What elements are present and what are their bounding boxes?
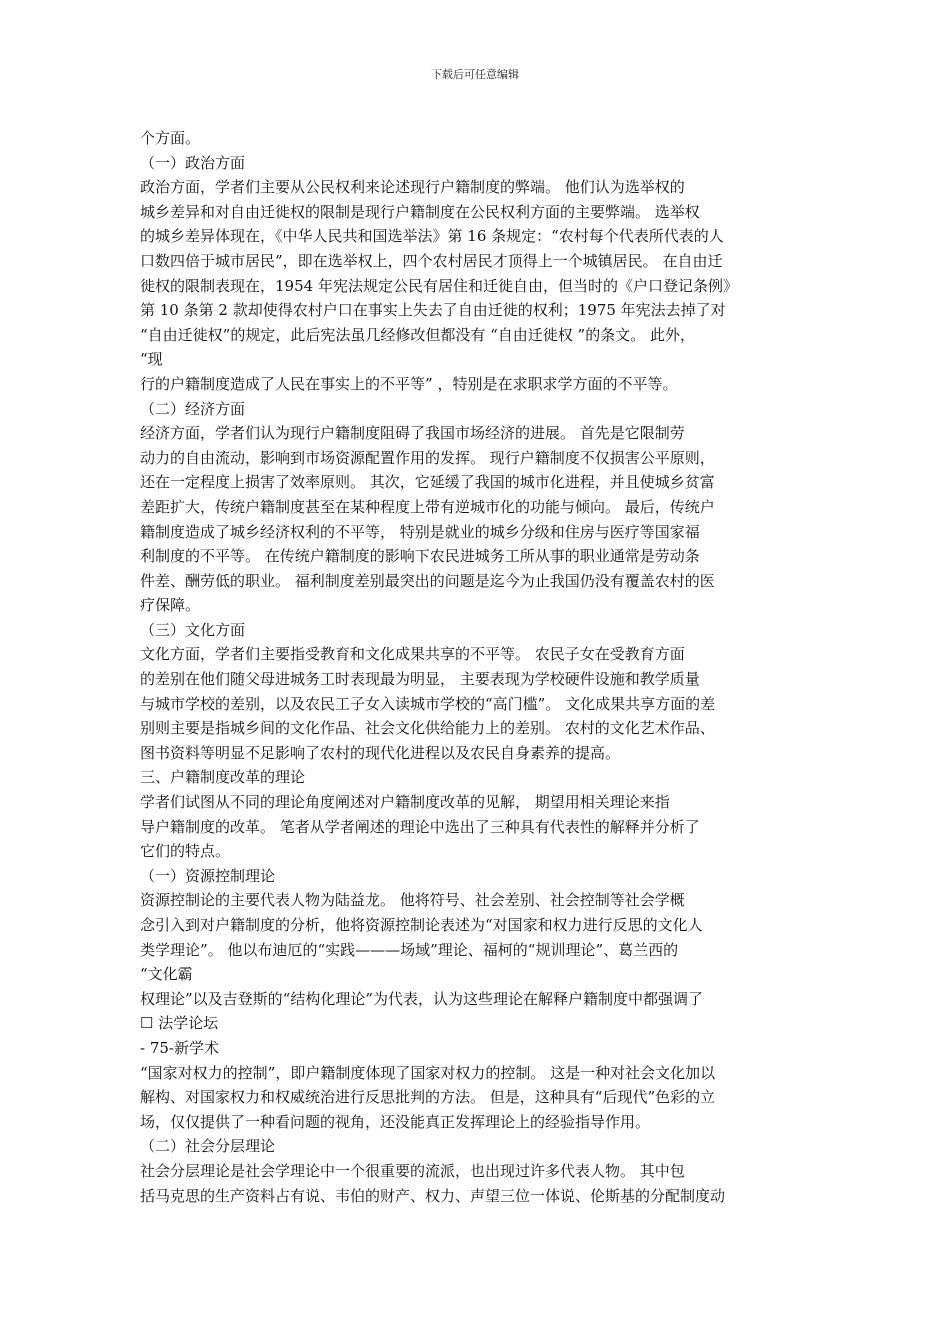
text-line: 资源控制论的主要代表人物为陆益龙。 他将符号、社会差别、社会控制等社会学概 [140,891,685,910]
text-line: “自由迁徙权”的规定，此后宪法虽几经修改但都没有 “自由迁徙权 ”的条文。 此外， [140,325,695,344]
journal-label: ☐ 法学论坛 [140,1014,219,1033]
text-line: 括马克思的生产资料占有说、韦伯的财产、权力、声望三位一体说、伦斯基的分配制度动 [140,1186,726,1205]
document-body [140,126,820,1208]
text-line: 的城乡差异体现在，《中华人民共和国选举法》第 16 条规定：“农村每个代表所代表的人 [140,227,724,246]
text-line: 社会分层理论是社会学理论中一个很重要的流派，也出现过许多代表人物。 其中包 [140,1161,685,1180]
text-line: “文化霸 [140,965,193,984]
text-line: 经济方面，学者们认为现行户籍制度阻碍了我国市场经济的进展。 首先是它限制劳 [140,424,685,443]
text-line: 学者们试图从不同的理论角度阐述对户籍制度改革的见解， 期望用相关理论来指 [140,793,670,812]
text-line: 权理论”以及吉登斯的“结构化理论”为代表，认为这些理论在解释户籍制度中都强调了 [140,989,704,1008]
text-line: 籍制度造成了城乡经济权利的不平等， 特别是就业的城乡分级和住房与医疗等国家福 [140,522,700,541]
section-heading-resource-control: （一）资源控制理论 [140,866,276,885]
text-line: 利制度的不平等。 在传统户籍制度的影响下农民进城务工所从事的职业通常是劳动条 [140,547,700,566]
text-line: 行的户籍制度造成了人民在事实上的不平等” ，特别是在求职求学方面的不平等。 [140,374,678,393]
text-line: 场，仅仅提供了一种看问题的视角，还没能真正发挥理论上的经验指导作用。 [140,1112,651,1131]
text-line: 个方面。 [140,129,201,147]
section-heading-social-stratification: （二）社会分层理论 [140,1137,276,1156]
text-line: 文化方面，学者们主要指受教育和文化成果共享的不平等。 农民子女在受教育方面 [140,645,685,664]
text-line: 件差、酬劳低的职业。 福利制度差别最突出的问题是迄今为止我国仍没有覆盖农村的医 [140,571,715,590]
text-line: 导户籍制度的改革。 笔者从学者阐述的理论中选出了三种具有代表性的解释并分析了 [140,817,700,836]
text-line: 徙权的限制表现在，1954 年宪法规定公民有居住和迁徙自由，但当时的《户口登记条例》 [140,276,738,295]
text-line: 政治方面，学者们主要从公民权利来论述现行户籍制度的弊端。 他们认为选举权的 [140,178,685,197]
text-line: 它们的特点。 [140,842,231,861]
text-line: “国家对权力的控制”，即户籍制度体现了国家对权力的控制。 这是一种对社会文化加以 [140,1063,716,1082]
text-line: 口数四倍于城市居民”，即在选举权上，四个农村居民才顶得上一个城镇居民。 在自由迁 [140,251,723,270]
text-line: 图书资料等明显不足影响了农村的现代化进程以及农民自身素养的提高。 [140,743,621,762]
text-line: 别则主要是指城乡间的文化作品、社会文化供给能力上的差别。 农村的文化艺术作品、 [140,719,715,738]
text-line: 城乡差异和对自由迁徙权的限制是现行户籍制度在公民权利方面的主要弊端。 选举权 [140,202,700,221]
page-header: 下载后可任意编辑 [431,68,519,81]
text-line: 的差别在他们随父母进城务工时表现最为明显， 主要表现为学校硬件设施和教学质量 [140,670,700,689]
text-line: 与城市学校的差别，以及农民工子女入读城市学校的“高门槛”。 文化成果共享方面的差 [140,694,716,713]
page-number-label: - 75-新学术 [140,1038,219,1057]
text-line: 疗保障。 [140,596,201,615]
section-heading-culture: （三）文化方面 [140,620,246,639]
text-line: “现 [140,350,163,369]
text-line: 念引入到对户籍制度的分析，他将资源控制论表述为“对国家和权力进行反思的文化人 [140,916,703,934]
section-heading-reform-theory: 三、户籍制度改革的理论 [140,768,306,787]
section-heading-politics: （一）政治方面 [140,153,246,172]
text-line: 第 10 条第 2 款却使得农村户口在事实上失去了自由迁徙的权利；1975 年宪法去掉了对 [140,301,726,320]
text-line: 还在一定程度上损害了效率原则。 其次，它延缓了我国的城市化进程，并且使城乡贫富 [140,473,715,492]
text-line: 类学理论”。 他以布迪厄的“实践———场域”理论、福柯的“规训理论”、葛兰西的 [140,940,679,959]
text-line: 差距扩大，传统户籍制度甚至在某种程度上带有逆城市化的功能与倾向。 最后，传统户 [140,497,715,516]
section-heading-economy: （二）经济方面 [140,399,246,418]
text-line: 动力的自由流动，影响到市场资源配置作用的发挥。 现行户籍制度不仅损害公平原则， [140,448,715,467]
text-line: 解构、对国家权力和权威统治进行反思批判的方法。 但是，这种具有“后现代”色彩的立 [140,1088,716,1107]
